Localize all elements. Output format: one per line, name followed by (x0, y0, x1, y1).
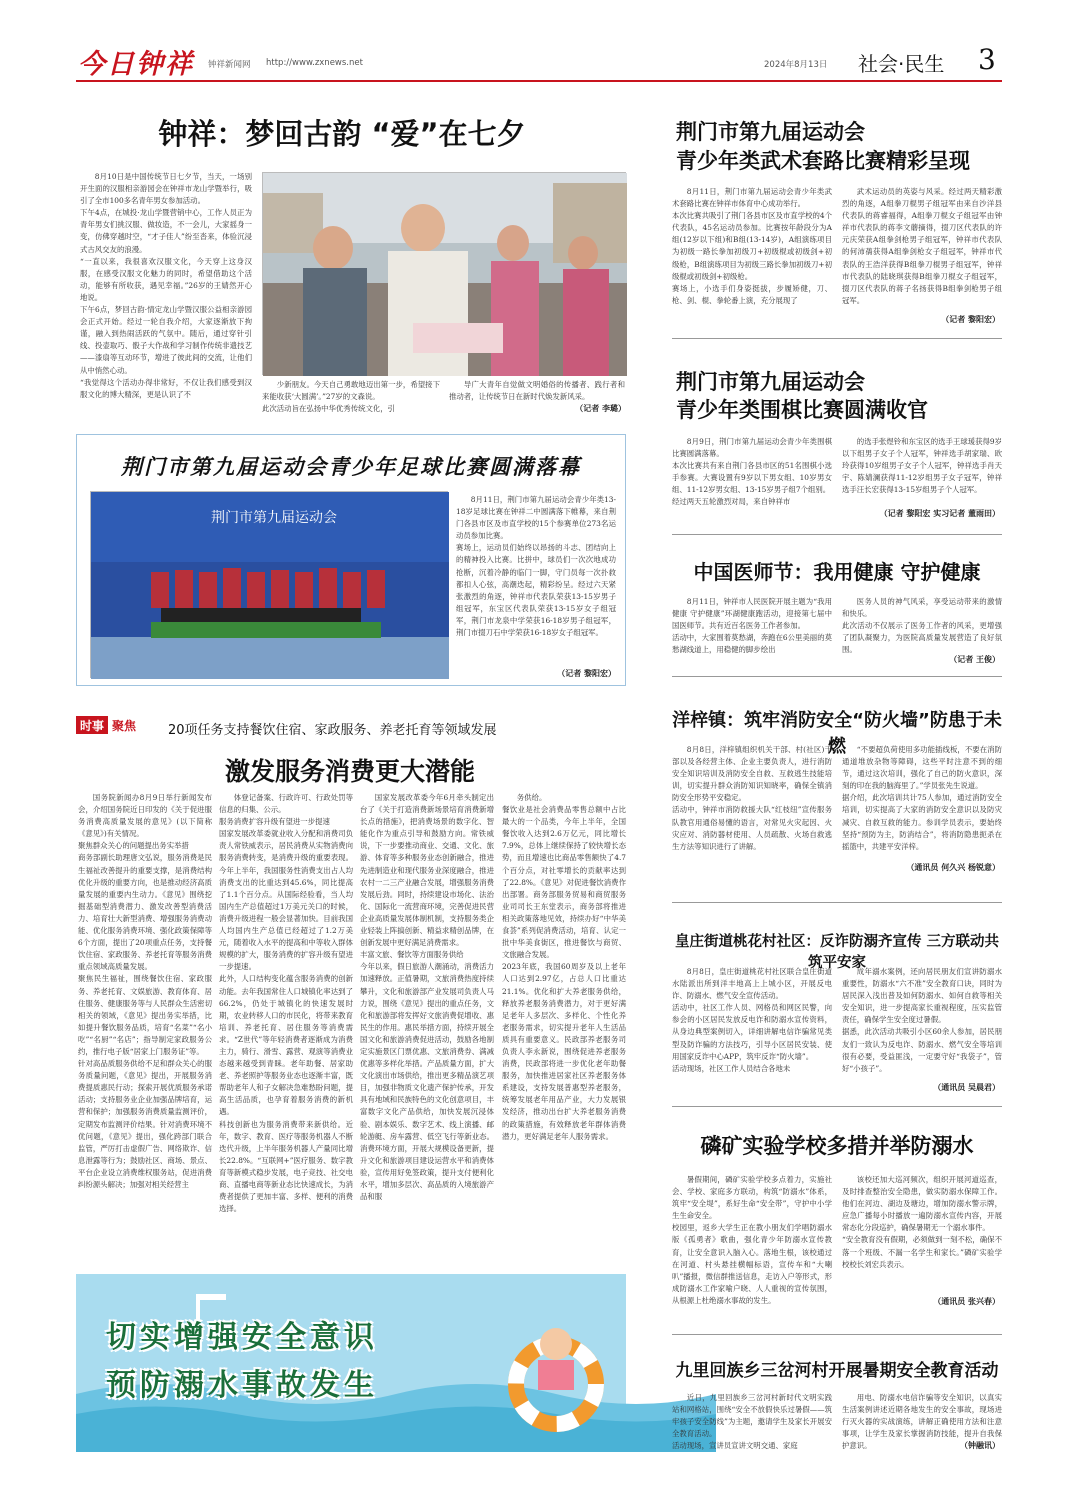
masthead-rule (76, 80, 1002, 82)
focus-col2: 体登记备案、行政许可、行政处罚等信息的归集、公示。 服务消费扩容升级有望进一步提速 国家发展改革委就业收入分配和消费司负责人常铁威表示，居民消费从实物消费向服务消费转变，是消费升级的重要表现。今年上半年，我国服务性消费支出占人均消费支出的比重达到45.6%，同比提高了1.1个百分点。从国际经验看，当人均国内生产总值超过1万美元关口的时候，消费升级进程一般会显著加快。目前我国人均国内生产总值已经超过了1.2万美元，随着收入水平的提高和中等收入群体规模的扩大，服务消费的扩容升级有望进一步提速。 此外，人口结构变化蕴含服务消费的创新动能。去年我国常住人口城镇化率达到了66.2%，仍处于城镇化的快速发展时期，农业转移人口的市民化，将带来教育培训、养老托育、居住服务等消费需求。“Z世代”等年轻消费者逐渐成为消费主力，骑行、滑雪、露营、观演等消费业态越来越受到青睐。老年助餐、居家助老、养老照护等服务业态也逐渐丰富，既帮助老年人和子女解决急难愁盼问题，提高生活品质，也孕育着服务消费的新机遇。 科技创新也为服务消费带来新供给。近年，数字、教育、医疗等服务机器人不断迭代升级，上半年服务机器人产量同比增长22.8%。“互联网+”医疗服务、数字教育等新模式稳步发展，电子竞技、社交电商、直播电商等新业态比快速成长，为消费者提供了更加丰富、多样、便利的消费选择。 (219, 793, 353, 1214)
qixi-photo (262, 172, 626, 375)
community-title: 皇庄街道桃花村社区：反诈防溺齐宣传 三方联动共筑平安家 (674, 934, 1000, 971)
soccer-photo (90, 491, 448, 678)
divider-2 (672, 534, 1002, 535)
wushu-col2: 武术运动员的英姿与风采。经过两天精彩激烈的角逐，A组拳刀棍男子组冠军由来自沙洋县代表队的蒋睿福得，A组拳刀棍女子组冠军由钟祥市代表队的蒋李文蘑摘得，掇刀区代表队的许元庆荣获A组拳剑枪男子组冠军，钟祥市代表队的何沛蒨获得A组拳剑枪女子组冠军，钟祥市代表队的王浩洋获得B组拳刀棍男子组冠军，钟祥市代表队的陆晓琪获得B组拳刀棍女子组冠军，掇刀区代表队的蒋子名扬获得B组拳剑枪男子组冠军。 (842, 187, 1002, 305)
school-col1: 暑假期间，磷矿实验学校多点着力，实施社会、学校、家庭多方联动，构筑“防溺水”体系，筑牢“安全堤”，系好生命“安全带”，守护中小学生生命安全。 校园里，返乡大学生正在教小朋友们学唱防溺水版《孤勇者》歌曲，强化青少年防溺水宣传教育，让安全意识入脑入心。落地生根，该校通过在河道、村头悬挂横幅标语，宣传车和“大喇叭”播报，微信群推送信息，走访入户等形式，形成防溺水工作家喻户晓、人人重视的宣传氛围，从根源上杜绝溺水事故的发生。 (672, 1175, 832, 1305)
wushu-col1: 8月11日，荆门市第九届运动会青少年类武术套路比赛在钟祥市体育中心成功举行。 本次比赛共吸引了荆门各县市区及市直学校的4个代表队，45名运动员参加。比赛按年龄段分为A组(12岁以下组)和B组(13-14岁)，A组演练项目为初级一路长拳加初级刀+初级棍或初级剑+初级枪，B组演练项目为初级三路长拳加初级刀+初级棍或初级剑+初级枪。 赛场上，小选手们身姿挺拔，步履矫健，刀、枪、剑、棍、拳轮番上演，充分展现了 (672, 187, 832, 305)
banner-line-2: 预防溺水事故发生 (106, 1368, 378, 1403)
doctor-col2: 医务人员的神气风采，享受运动带来的激情和快乐。 此次活动不仅展示了医务工作者的风采，更增强了团队凝聚力，为医院高质量发展营造了良好氛围。 (842, 597, 1002, 655)
issue-date: 2024年8月13日 (764, 60, 828, 70)
focus-col1: 国务院新闻办8月9日举行新闻发布会，介绍国务院近日印发的《关于促进服务消费高质量发展的意见》(以下简称《意见》)有关情况。 聚焦群众关心的问题提出务实举措 商务部副长助理唐文弘说，服务消费是民生福祉改善提升的重要支撑，是消费结构优化升级的重要方向，也是推动经济高质量发展的重要内生动力。《意见》围绕挖掘基础型消费潜力、激发改善型消费活力、培育壮大新型消费、增强服务消费动能、优化服务消费环境、强化政策保障等6个方面，提出了20项重点任务，支持餐饮住宿、家政服务、养老托育等服务消费重点领域高质量发展。 聚焦民生福祉，围绕餐饮住宿、家政服务、养老托育、文娱旅游、教育体育、居住服务、健康服务等与人民群众生活密切相关的领域，《意见》提出务实举措，比如提升餐饮服务品质，培育“名菜”“名小吃”“名厨”“名店”；指导制定家政服务公约，推行电子版“居家上门服务证”等。 针对高品质服务供给不足和群众关心的服务质量问题，《意见》提出，开展服务消费提质惠民行动；探索开展优质服务承诺活动；支持服务业企业加强品牌培育，运营和保护；加强服务消费质量监测评价，定期发布监测评价结果。针对消费环境不优问题，《意见》提出，强化跨部门联合监管，严厉打击虚假广告、网络欺诈、信息泄露等行为；鼓励社区、商场、景点、平台企业设立消费维权服务站，促进消费纠纷源头解决；加强对相关经营主 (78, 793, 212, 1189)
soccer-text: 8月11日，荆门市第九届运动会青少年类13-18岁足球比赛在钟祥二中圆满落下帷幕，来自荆门各县市区及市直学校的15个参赛单位273名运动员参加比赛。 赛场上，运动员们始终以昂扬的斗志、团结向上的精神投入比赛。比拼中，球员们一次次地成功抢断，沉着冷静的临门一脚，守门员每一次扑救都扣人心弦，高潮迭起，精彩纷呈。经过六天紧张激烈的角逐，钟祥市代表队荣获13-15岁男子组冠军，东宝区代表队荣获13-15岁女子组冠军，荆门市龙泉中学荣获16-18岁男子组冠军，荆门市掇刀石中学荣获16-18岁女子组冠军。 (456, 495, 616, 638)
village-col1: 近日，九里回族乡三岔河村新时代文明实践站和网格站，围绕“安全不放假快乐过暑假——筑牢孩子安全防线”为主题，邀请学生及家长开展安全教育活动。 活动现场，宣讲员宣讲文明交通、家庭 (672, 1393, 832, 1451)
divider-1 (672, 338, 1002, 339)
divider-6 (672, 1334, 1002, 1335)
main-story-credit: （记者 李璐） (575, 403, 626, 413)
doctor-title: 中国医师节：我用健康 守护健康 (693, 560, 981, 584)
doctor-col1: 8月11日，钟祥市人民医院开展主题为“我用健康 守护健康”环湖健康跑活动，迎接第七届中国医师节。共有近百名医务工作者参加。 活动中，大家围着莫愁湖，奔跑在6公里美丽的莫愁湖线道上，用稳健的脚步绘出 (672, 597, 832, 655)
weiqi-title-2: 青少年类围棋比赛圆满收官 (676, 398, 928, 422)
site-url: http://www.zxnews.net (266, 58, 363, 68)
school-title: 磷矿实验学校多措并举防溺水 (700, 1134, 974, 1158)
page-number: 3 (978, 43, 996, 76)
banner-line-1: 切实增强安全意识 (106, 1320, 378, 1355)
focus-tag (76, 716, 140, 734)
doctor-credit: （记者 王俊） (949, 654, 1000, 664)
focus-subtitle: 20项任务支持餐饮住宿、家政服务、养老托育等领域发展 (168, 723, 497, 738)
newspaper-logo: 今日钟祥 (78, 49, 194, 80)
soccer-banner-text: 荆门市第九届运动会 (211, 510, 337, 526)
weiqi-credit: （记者 黎阳宏 实习记者 董雨田） (879, 508, 1000, 518)
soccer-title: 荆门市第九届运动会青少年足球比赛圆满落幕 (121, 455, 581, 479)
weiqi-title-1: 荆门市第九届运动会 (676, 370, 865, 394)
divider-3 (672, 676, 1002, 677)
focus-tag-1: 时事 (76, 716, 108, 734)
community-credit: （通讯员 吴晨君） (933, 1082, 1000, 1092)
fire-title: 洋梓镇：筑牢消防安全“防火墙”防患于未燃 (672, 710, 1002, 757)
community-col1: 8月8日，皇庄街道桃花村社区联合皇庄街道水陆派出所到洋丰地高上上城小区，开展反电诈、防溺水、燃气安全宣传活动。 活动中，社区工作人员、网格员和网区民警，向参会的小区居民发放反电诈和防溺水宣传资料，从身边典型案例切入，详细讲解电信诈骗常见类型及防诈骗的方法技巧，引导小区居民安装、使用国家反诈中心APP，筑牢反诈“防火墙”。 活动现场，社区工作人员结合各地未 (672, 967, 832, 1073)
divider-5 (672, 1106, 1002, 1107)
village-title: 九里回族乡三岔河村开展暑期安全教育活动 (675, 1361, 999, 1381)
focus-col4: 务供给。 餐饮业是社会消费品零售总额中占比最大的一个品类，今年上半年，全国餐饮收入达到2.6万亿元，同比增长7.9%，总体上继续保持了较快增长态势，而且增速也比商品零售额快了4.7个百分点，对社零增长的贡献率达到了22.8%。《意见》对促进餐饮消费作出部署。商务部服务贸易和商贸服务业司司长王东堂表示，商务部将推进相关政策落地见效，持续办好“中华美食荟”系列促消费活动，培育、认定一批中华美食街区，推进餐饮与商贸、文旅融合发展。 2023年底，我国60周岁及以上老年人口达到2.97亿，占总人口比重达21.1%。优化和扩大养老服务供给，释放养老服务消费潜力，对于更好满足老年人多层次、多样化、个性化养老服务需求，切实提升老年人生活品质具有重要意义。民政部养老服务司负责人李永新说，围绕促进养老服务消费，民政部将进一步优化老年助餐服务，加快推进居家社区养老服务体系建设，支持发展普惠型养老服务，统筹发展老年用品产业，大力发展银发经济，推动出台扩大养老服务消费的政策措施，有效释放老年群体消费潜力，更好满足老年人服务需求。 (502, 793, 626, 1141)
school-col2: 该校还加大巡河频次，组织开展河道巡查，及时排查整治安全隐患，做实防溺水保障工作。他们在河边、湖边及塘边，增加防溺水警示牌，应急广播每小时播放一遍防溺水宣传内容，开展常态化分段巡护，确保暑期无一个溺水事件。 “安全教育没有假期，必须做到一刻不松，确保不落一个班级、不漏一名学生和家长。”磷矿实验学校校长刘宏兵表示。 (842, 1175, 1002, 1269)
focus-tag-2: 聚焦 (112, 719, 137, 733)
section-name: 社会·民生 (858, 52, 945, 76)
divider-4 (672, 902, 1002, 903)
school-credit: （通讯员 张兴春） (933, 1296, 1000, 1306)
fire-col1: 8月8日，洋梓镇组织机关干部、村(社区)干部以及各经营主体、企业主要负责人，进行消防安全知识培训及消防安全自救、互救逃生技能培训，切实提升群众消防知识知晓率，确保全镇消防安全形势平安稳定。 活动中，钟祥市消防救援大队“红枝纽”宣传服务队教官用通俗易懂的语言，对常见火灾起因、火灾应对、消防器材使用、人员疏散、火场自救逃生方法等知识进行了讲解。 (672, 745, 832, 851)
village-credit: （钟融讯） (960, 1440, 1000, 1450)
focus-title: 激发服务消费更大潜能 (224, 757, 475, 786)
soccer-credit: （记者 黎阳宏） (557, 668, 616, 678)
masthead (76, 42, 1002, 80)
drowning-safety-banner (76, 1274, 626, 1452)
wushu-title-2: 青少年类武术套路比赛精彩呈现 (676, 149, 970, 173)
focus-col3: 国家发展改革委今年6月牵头制定出台了《关于打造消费新场景培育消费新增长点的措施》，把消费场景的数字化、智能化作为重点引导和鼓励方向。常铁威说，下一步要推动商业、交通、文化、旅游、体育等多种服务业态创新融合，推进先进制造业和现代服务业深度融合，推进农村一二三产业融合发展，增强服务消费发展后劲。同时，持续建设市场化、法治化、国际化一流营商环境，完善促进民营企业高质量发展体制机制，支持服务类企业轻装上阵搞创新、精益求精创品牌，在创新发展中更好满足消费需求。 丰富文旅、餐饮等方面服务供给 今年以来，假日旅游人潮涌动，消费活力加速释放。正值暑期，文旅消费热度持续攀升，文化和旅游部产业发展司负责人马力说，围绕《意见》提出的重点任务，文化和旅游部将发挥好文旅消费促增收、惠民生的作用。惠民举措方面，持续开展全国文化和旅游消费促进活动，鼓励各地制定实施景区门票优惠、文旅消费券、满减优惠等多样化举措。产品质量方面，扩大文化演出市场供给，推出更多精品演艺项目，加强非物质文化遗产保护传承，开发具有地域和民族特色的文化创意项目，丰富数字文化产品供给，加快发展沉浸体验、剧本娱乐、数字艺术、线上演播、邮轮游艇、房车露营、低空飞行等新业态。消费环境方面，开展大规模设备更新，提升文化和旅游项目建设运营水平和消费体验，宣传用好免签政策，提升支付便利化水平，增加多层次、高品质的入境旅游产品和服 (360, 793, 494, 1202)
main-story-col3: 导广大青年自觉做文明婚俗的传播者、践行者和推动者，让传统节日在新时代焕发新风采。 (449, 380, 625, 402)
main-story-title: 钟祥：梦回古韵 “爱”在七夕 (158, 117, 526, 151)
weiqi-col2: 的选手张煜铃和东宝区的选手王球瑗获得9岁以下组男子女子个人冠军，钟祥选手胡家瑞、欧玲获得10岁组男子女子个人冠军，钟祥选手肖天宇、陈婧澜获得11-12岁组男子女子冠军，钟祥选手汪长宏获得13-15岁组男子个人冠军。 (842, 437, 1002, 495)
fire-col2: “不要超负荷使用多功能插线板，不要在消防通道堆放杂物等障碍，这些平时注意不到的细节，通过这次培训，强化了自己的防火意识，深刻的印在我的脑海里了。”学员张先生说道。 据介绍，此次培训共计75人参加，通过消防安全培训，切实提高了大家的消防安全意识以及防灾减灾、自救互救的能力。参训学员表示，要始终坚持“预防为主，防消结合”，将消防隐患扼杀在摇篮中，共建平安洋梓。 (842, 745, 1002, 851)
village-col2: 用电、防溺水电信诈骗等安全知识，以真实生活案例讲述近期各地发生的安全事故，现场进行灭火器的实战演练，讲解正确使用方法和注意事项，让学生及家长掌握消防技能，提升自我保护意识。 (842, 1393, 1002, 1451)
site-name: 钟祥新闻网 (208, 60, 251, 70)
weiqi-col1: 8月9日，荆门市第九届运动会青少年类围棋比赛圆满落幕。 本次比赛共有来自荆门各县市区的51名围棋小选手参赛。大赛设置有9岁以下男女组、10岁男女组、11-12岁男女组、13-15岁男子组7个组别。 经过两天五轮激烈对局，来自钟祥市 (672, 437, 832, 507)
fire-credit: （通讯员 何久兴 杨锐意） (906, 862, 1000, 872)
community-col2: 成年溺水案例，还向居民朋友们宣讲防溺水重要性，防溺水“六不准”安全教育口诀，同时为居民深入浅出普及如何防溺水、如何自救等相关安全知识，进一步提高家长重视程度，压实监管责任，确保学生安全度过暑假。 据悉，此次活动共吸引小区60余人参加，居民朋友们一致认为反电诈、防溺水、燃气安全等培训很有必要，受益匪浅，一定要守好“我袋子”，管好“小孩子”。 (842, 967, 1002, 1073)
main-story-col2: 少新朋友。今天自己勇敢地迈出第一步，希望接下来能收获‘大圆满’。”27岁的文森说。 此次活动旨在弘扬中华优秀传统文化，引 (262, 380, 440, 414)
main-story-col1: 8月10日是中国传统节日七夕节，当天，一场别开生面的汉服相亲游园会在钟祥市龙山学暨举行，吸引了全市100多名青年男女参加活动。 下午4点，在城投·龙山学暨营销中心，工作人员正为青年男女们挑汉服、做妆造，不一会儿，大家摇身一变，仿佛穿越时空，“才子佳人”纷至沓来，体验沉浸式古风交友的浪漫。 “一直以来，我很喜欢汉服文化，今天穿上这身汉服，在感受汉服文化魅力的同时，希望借助这个活动，能够有所收获，遇见幸福。”26岁的王婧然开心地说。 下午6点，梦回古韵·情定龙山学暨汉服公益相亲游园会正式开始。经过一轮自我介绍，大家逐渐放下拘谨，融入到热闹活跃的气氛中。随后，通过穿针引线、投壶取巧、骰子大作战和学习制作传统非遗技艺——漆扇等互动环节，增进了彼此间的交流，让他们从中悄然心动。 “我觉得这个活动办得非常好，不仅让我们感受到汉服文化的博大精深，更是认识了不 (80, 172, 252, 399)
wushu-credit: （记者 黎阳宏） (941, 314, 1000, 324)
wushu-title-1: 荆门市第九届运动会 (676, 120, 865, 144)
